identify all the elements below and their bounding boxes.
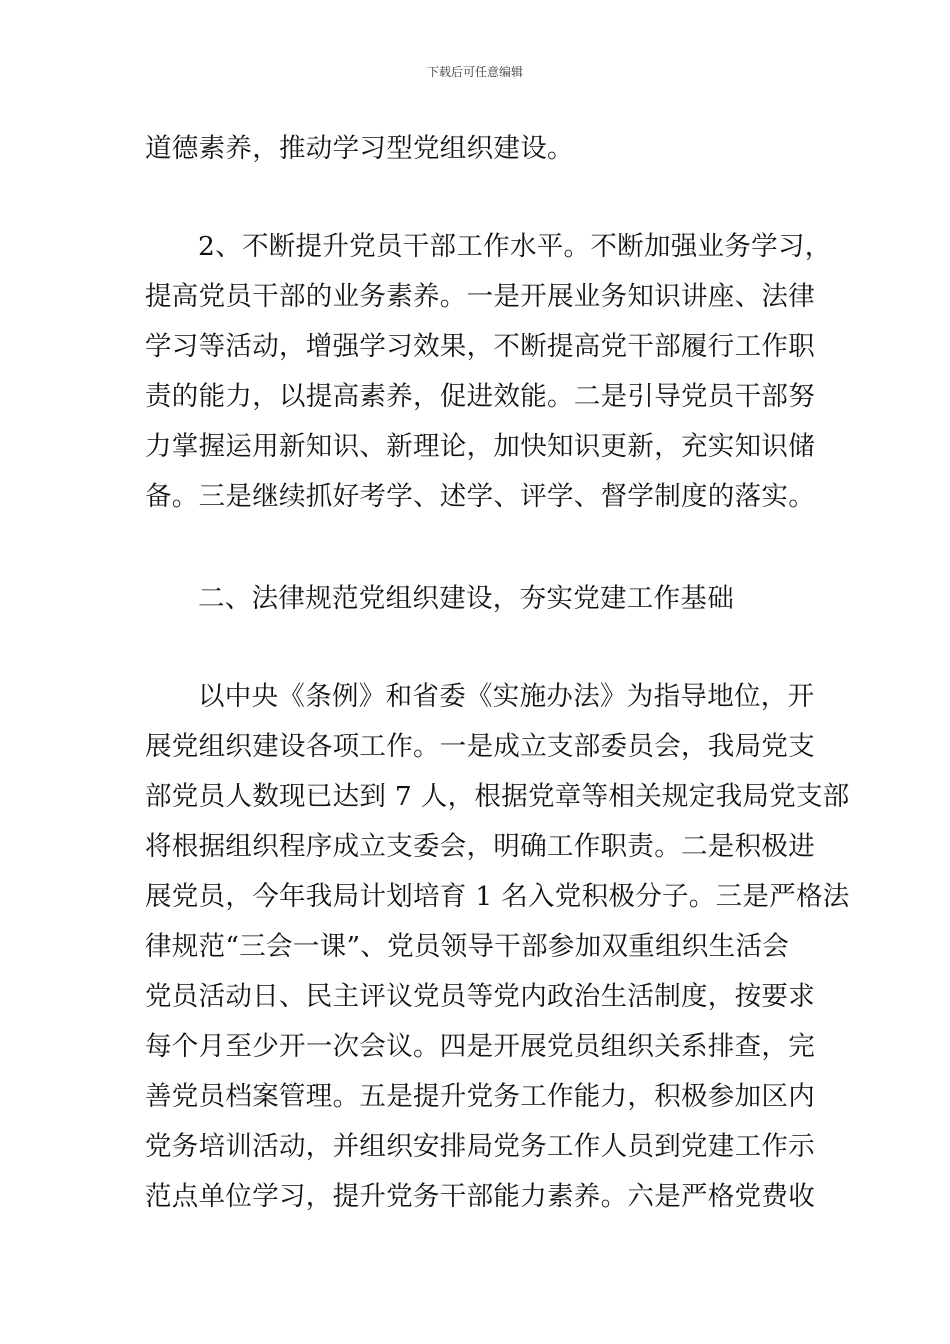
text-line: 学习等活动，增强学习效果，不断提高党干部履行工作职 [145,331,815,362]
paragraph-continuation [145,124,809,174]
text-line: 每个月至少开一次会议。四是开展党员组织关系排查，完 [145,1031,815,1062]
text-line: 备。三是继续抓好考学、述学、评学、督学制度的落实。 [145,481,815,512]
text-line: 展党组织建设各项工作。一是成立支部委员会，我局党支 [145,731,815,762]
text-line: 党务培训活动，并组织安排局党务工作人员到党建工作示 [145,1131,815,1162]
text-line: 将根据组织程序成立支委会，明确工作职责。二是积极进 [145,831,815,862]
heading-text: 二、法律规范党组织建设，夯实党建工作基础 [198,583,734,614]
text-line: 展党员，今年我局计划培育 1 名入党积极分子。三是严格法 [145,881,850,912]
text-line: 以中央《条例》和省委《实施办法》为指导地位，开 [198,681,815,712]
section-heading [145,574,809,624]
text-line: 提高党员干部的业务素养。一是开展业务知识讲座、法律 [145,281,815,312]
text-line: 责的能力，以提高素养，促进效能。二是引导党员干部努 [145,381,815,412]
text-line: 善党员档案管理。五是提升党务工作能力，积极参加区内 [145,1081,815,1112]
text-line: 2、不断提升党员干部工作水平。不断加强业务学习， [198,231,832,262]
page-header: 下载后可任意编辑 [426,65,523,79]
paragraph-org-building [145,672,850,1222]
text-line: 道德素养，推动学习型党组织建设。 [145,133,574,164]
text-line: 范点单位学习，提升党务干部能力素养。六是严格党费收 [145,1181,815,1212]
text-line: 律规范“三会一课”、党员领导干部参加双重组织生活会 [145,931,790,962]
paragraph-work-level [145,222,832,522]
text-line: 部党员人数现已达到 7 人，根据党章等相关规定我局党支部 [145,781,850,812]
text-line: 力掌握运用新知识、新理论，加快知识更新，充实知识储 [145,431,815,462]
text-line: 党员活动日、民主评议党员等党内政治生活制度，按要求 [145,981,815,1012]
